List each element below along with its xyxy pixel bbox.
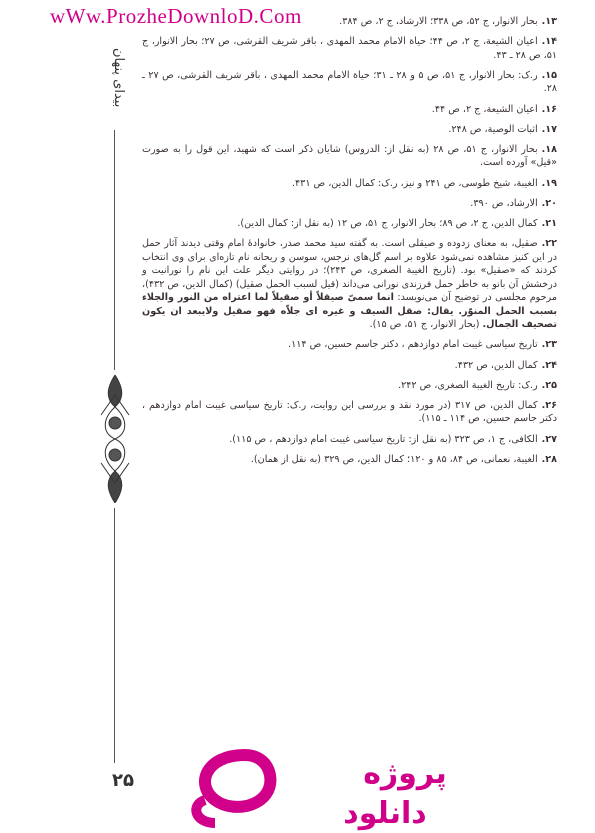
endnote-number: ۱۸. [541, 143, 557, 155]
endnote-number: ۱۶. [541, 103, 557, 115]
endnote-text: الغیبة، شیخ طوسی، ص ۲۴۱ و نیز، ر.ک: کمال الدین، ص ۴۳۱. [291, 177, 538, 189]
endnote-18 [142, 143, 557, 170]
running-book-title: بیدای پنهان [111, 47, 126, 108]
endnote-text: کمال الدین، ج ۲، ص ۸۹؛ بحار الانوار، ج ۵۱، ص ۱۲ (به نقل از: کمال الدین). [237, 218, 538, 229]
endnote-24 [142, 359, 557, 373]
endnote-21 [142, 217, 557, 231]
endnote-27 [142, 433, 557, 447]
margin-rule-top [114, 130, 115, 370]
endnote-text: ر.ک: بحار الانوار، ج ۵۱، ص ۵ و ۲۸ ـ ۳۱؛ حیاة الامام محمد المهدی ، باقر شریف القرشی، ص ۲۷ ـ ۲۸. [142, 69, 557, 95]
endnote-text: ر.ک: تاریخ الغیبة الصغری، ص ۲۴۲. [398, 379, 538, 391]
endnote-19 [142, 177, 557, 191]
endnote-22 [142, 237, 557, 332]
watermark-url: wWw.ProzheDownloD.Com [50, 4, 302, 28]
endnote-20 [142, 197, 557, 211]
endnote-number: ۱۹. [541, 177, 557, 189]
endnote-number: ۲۱. [541, 218, 557, 229]
prozhe-download-logo [185, 745, 455, 833]
endnote-text: الکافی، ج ۱، ص ۳۲۳ (به نقل از: تاریخ سیاسی غیبت امام دوازدهم ، ص ۱۱۵). [229, 433, 538, 445]
endnote-number: ۱۷. [541, 123, 557, 135]
margin-rule-bottom [114, 508, 115, 763]
endnote-text: اثبات الوصیة، ص ۲۴۸. [448, 123, 538, 135]
logo-word-1: پروژه [363, 756, 447, 791]
endnote-text: بحار الانوار، ج ۵۲، ص ۳۳۸؛ الارشاد، ج ۲، ص ۳۸۴. [339, 16, 538, 27]
endnote-text: کمال الدین، ص ۳۱۷ (در مورد نقد و بررسی این روایت، ر.ک: تاریخ سیاسی غیبت امام دوازدهم ، دکتر جاسم حسین، ص ۱۱۴ ـ ۱۱۵). [142, 399, 557, 425]
logo-word-2: دانلود [343, 796, 427, 831]
endnote-text: بحار الانوار، ج ۵۱، ص ۲۸ (به نقل از: الدروس) شایان ذکر است که شهید، این قول را به صورت «قیل» آورده است. [142, 143, 557, 169]
endnote-quote-arabic: انما سمیّ صیقلاً أو صقیلاً لما اعتراه من النور والجلاء بسبب الحمل المنوّر. یقال: صقل السیف و غیره ای جلاّه فهو صقیل ولایبعد ان یکون تصحیف الجمال. [142, 292, 557, 331]
endnote-number: ۲۶. [541, 399, 557, 411]
endnote-13 [142, 15, 557, 29]
endnote-26 [142, 399, 557, 426]
endnote-text: اعیان الشیعة، ج ۲، ص ۴۴. [431, 103, 538, 115]
margin-ornament [98, 375, 132, 503]
endnote-number: ۲۷. [541, 433, 557, 445]
endnote-28 [142, 453, 557, 467]
endnote-number: ۲۵. [541, 379, 557, 391]
endnote-number: ۲۲. [541, 238, 557, 250]
endnote-text: صقیل، به معنای زدوده و صیقلی است. به گفته سید محمد صدر، خانوادهٔ امام وقتی دیدند آثار حمل در این کنیز مشاهده نمی‌شود علاوه بر اسم گل‌های نرجس، سوسن و ریحانه نام تازه‌ای برای وی انتخاب کردند که «صقیل» بود. (تاریخ الغیبة الصغری، ص ۲۴۳)؛ در روایتی دیگر علت این نام را نورانیت و درخشش آن بانو به خاطر حمل فرزندی نورانی می‌داند (قیل لسبب الحمل صقیل) (کمال الدین، ص ۴۳۲)، مرحوم مجلسی در توضیح آن می‌نویسد: [142, 238, 557, 304]
endnote-number: ۱۴. [541, 36, 557, 48]
endnote-text: تاریخ سیاسی غیبت امام دوازدهم ، دکتر جاسم حسین، ص ۱۱۴. [288, 339, 538, 351]
page-number: ۲۵ [112, 770, 134, 791]
endnote-number: ۲۸. [541, 453, 557, 465]
endnote-number: ۲۰. [541, 197, 557, 209]
endnote-25 [142, 379, 557, 393]
endnote-text: الغیبة، نعمانی، ص ۸۴، ۸۵ و ۱۲۰؛ کمال الدین، ص ۳۲۹ (به نقل از همان). [250, 453, 538, 465]
endnote-17 [142, 123, 557, 137]
endnote-text: الارشاد، ص ۳۹۰. [470, 197, 538, 209]
endnote-source: (بحار الانوار، ج ۵۱، ص ۱۵). [369, 319, 480, 331]
endnote-text: کمال الدین، ص ۴۳۲. [454, 359, 538, 371]
endnote-number: ۲۴. [541, 359, 557, 371]
endnote-number: ۱۳. [541, 16, 557, 27]
endnotes-list [142, 15, 557, 473]
endnote-number: ۱۵. [541, 69, 557, 81]
endnote-text: اعیان الشیعة، ج ۲، ص ۴۴؛ حیاة الامام محمد المهدی ، باقر شریف القرشی، ص ۲۷؛ بحار الانوار، ج ۵۱، ص ۲۸ ـ ۴۳. [142, 36, 557, 61]
endnote-15 [142, 69, 557, 96]
endnote-14 [142, 35, 557, 62]
endnote-number: ۲۳. [541, 339, 557, 351]
endnote-23 [142, 338, 557, 352]
endnote-16 [142, 103, 557, 117]
